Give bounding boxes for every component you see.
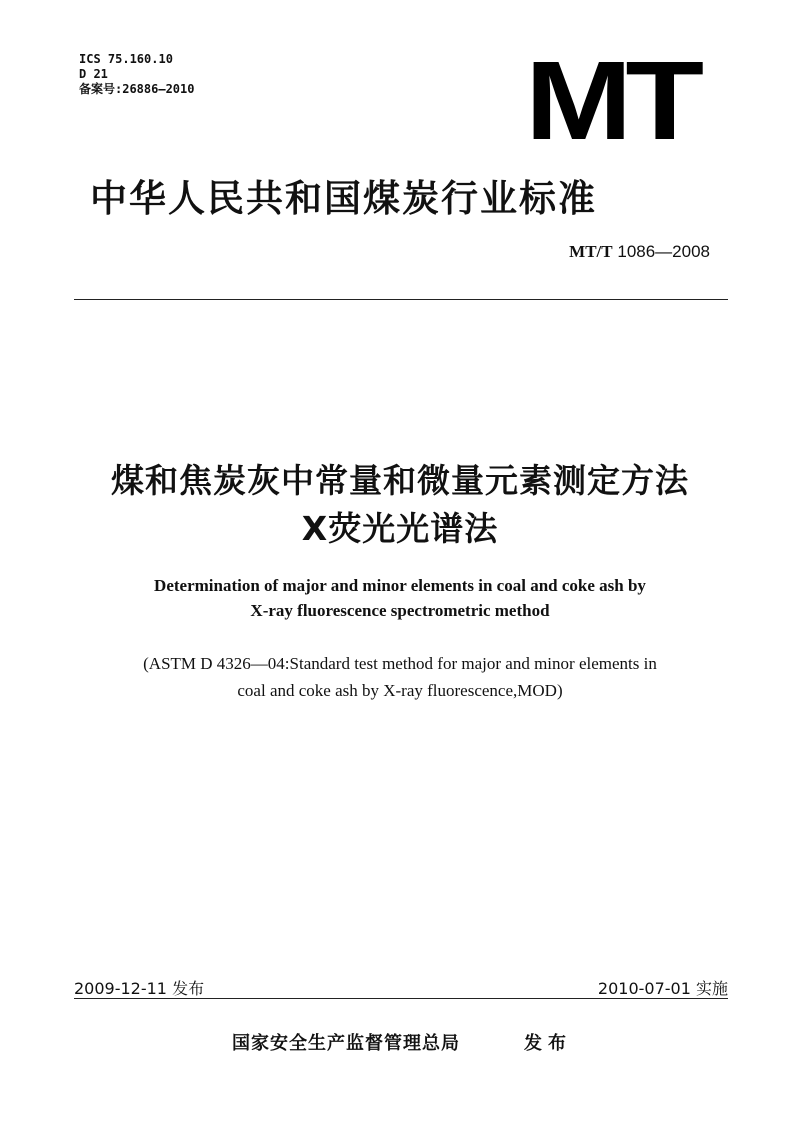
footer-rule — [74, 998, 728, 999]
record-number: 备案号:26886—2010 — [79, 82, 195, 96]
publish-label: 发布 — [524, 1033, 572, 1054]
title-cn-line2: X荧光光谱法 — [301, 509, 499, 548]
standard-code — [569, 242, 710, 262]
astm-line2: coal and coke ash by X-ray fluorescence,MOD) — [237, 681, 563, 700]
mt-logo: MT — [525, 38, 698, 163]
standard-prefix: MT/T — [569, 242, 613, 261]
title-en-line2: X-ray fluorescence spectrometric method — [250, 601, 550, 620]
astm-line1: (ASTM D 4326—04:Standard test method for major and minor elements in — [143, 654, 657, 673]
implementation-date: 2010-07-01 实施 — [597, 979, 728, 998]
title-cn-line1: 煤和焦炭灰中常量和微量元素测定方法 — [111, 461, 689, 500]
ccs-code: D 21 — [79, 67, 108, 81]
publisher-name: 国家安全生产监督管理总局 — [232, 1033, 460, 1054]
header-rule — [74, 299, 728, 300]
issue-date: 2009-12-11 发布 — [74, 979, 205, 998]
organization-title: 中华人民共和国煤炭行业标准 — [90, 177, 597, 220]
ics-code: ICS 75.160.10 — [79, 52, 173, 66]
title-en-line1: Determination of major and minor elements in coal and coke ash by — [154, 576, 646, 595]
standard-number: 1086—2008 — [617, 242, 710, 261]
